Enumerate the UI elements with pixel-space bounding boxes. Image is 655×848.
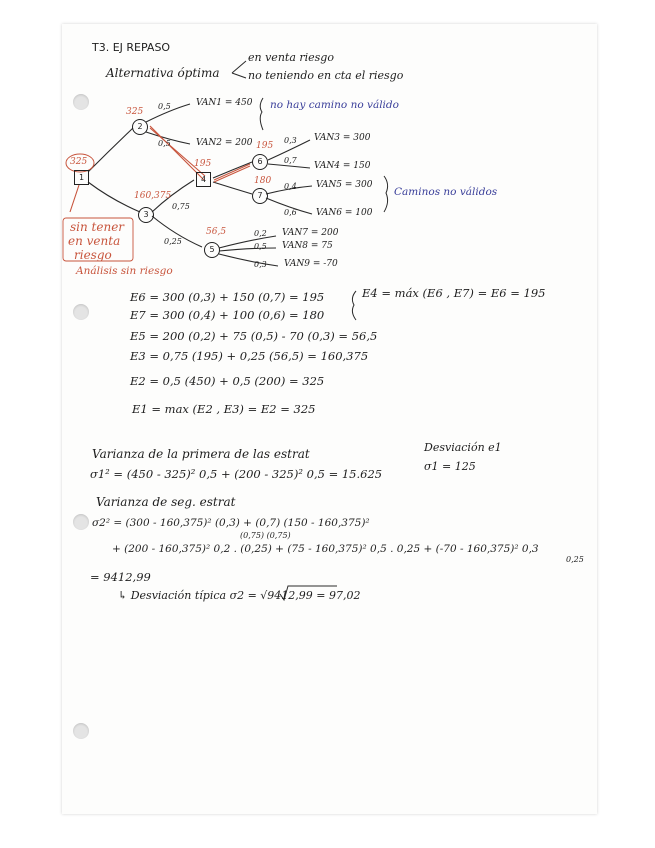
chance-node-7: 7 bbox=[252, 188, 268, 204]
outcome-van9: VAN9 = -70 bbox=[284, 259, 338, 269]
prob-2b: 0,5 bbox=[158, 139, 171, 148]
prob-7b: 0,6 bbox=[284, 208, 297, 217]
equation-e2: E2 = 0,5 (450) + 0,5 (200) = 325 bbox=[130, 374, 325, 388]
variance-2-line-2-sub: 0,25 bbox=[566, 555, 584, 564]
chance-node-6: 6 bbox=[252, 154, 268, 170]
red-note-line-2: en venta bbox=[68, 234, 121, 248]
prob-5b: 0,5 bbox=[254, 242, 267, 251]
equation-e6: E6 = 300 (0,3) + 150 (0,7) = 195 bbox=[130, 290, 325, 304]
chance-node-5: 5 bbox=[204, 242, 220, 258]
node-3-value: 160,375 bbox=[134, 191, 172, 201]
alternative-label: Alternativa óptima bbox=[106, 66, 220, 80]
outcome-van8: VAN8 = 75 bbox=[282, 241, 333, 251]
red-note-line-3: riesgo bbox=[74, 248, 112, 262]
prob-3a: 0,75 bbox=[172, 202, 190, 211]
prob-6b: 0,7 bbox=[284, 156, 297, 165]
equation-e5: E5 = 200 (0,2) + 75 (0,5) - 70 (0,3) = 56,5 bbox=[130, 329, 378, 343]
note-no-invalid-path: no hay camino no válido bbox=[270, 99, 399, 111]
deviation-1-title: Desviación e1 bbox=[424, 441, 502, 454]
node-2-value: 325 bbox=[126, 107, 144, 117]
node-1-value: 325 bbox=[70, 157, 88, 167]
outcome-van3: VAN3 = 300 bbox=[314, 133, 371, 143]
prob-3b: 0,25 bbox=[164, 237, 182, 246]
red-caption-analysis: Análisis sin riesgo bbox=[76, 265, 173, 277]
node-7-value: 180 bbox=[254, 176, 272, 186]
variance-2-line-1-sub: (0,75) (0,75) bbox=[240, 531, 291, 540]
outcome-van1: VAN1 = 450 bbox=[196, 98, 253, 108]
outcome-van5: VAN5 = 300 bbox=[316, 180, 373, 190]
decision-node-4: 4 bbox=[196, 172, 211, 187]
prob-6a: 0,3 bbox=[284, 136, 297, 145]
outcome-van2: VAN2 = 200 bbox=[196, 138, 253, 148]
alternative-option-1: en venta riesgo bbox=[248, 51, 334, 64]
equation-e7: E7 = 300 (0,4) + 100 (0,6) = 180 bbox=[130, 308, 325, 322]
variance-2-result: = 9412,99 bbox=[90, 570, 151, 584]
prob-5c: 0,3 bbox=[254, 260, 267, 269]
page-title: T3. EJ REPASO bbox=[92, 41, 171, 54]
node-5-value: 56,5 bbox=[206, 227, 227, 237]
node-4-value: 195 bbox=[194, 159, 212, 169]
equation-e4: E4 = máx (E6 , E7) = E6 = 195 bbox=[362, 286, 546, 300]
node-6-value: 195 bbox=[256, 141, 274, 151]
variance-2-line-2: + (200 - 160,375)² 0,2 . (0,25) + (75 - 160,375)² 0,5 . 0,25 + (-70 - 160,375)² 0,3 bbox=[112, 543, 539, 555]
equation-e1: E1 = max (E2 , E3) = E2 = 325 bbox=[132, 402, 316, 416]
red-note-line-1: sin tener bbox=[70, 220, 125, 234]
variance-2-line-1: σ2² = (300 - 160,375)² (0,3) + (0,7) (150 - 160,375)² bbox=[92, 517, 370, 529]
variance-2-title: Varianza de seg. estrat bbox=[96, 495, 236, 509]
deviation-1-value: σ1 = 125 bbox=[424, 460, 476, 473]
alternative-option-2: no teniendo en cta el riesgo bbox=[248, 69, 404, 82]
chance-node-2: 2 bbox=[132, 119, 148, 135]
chance-node-3: 3 bbox=[138, 207, 154, 223]
deviation-2: ↳ Desviación típica σ2 = √9412,99 = 97,02 bbox=[118, 589, 361, 602]
equation-e3: E3 = 0,75 (195) + 0,25 (56,5) = 160,375 bbox=[130, 349, 369, 363]
decision-node-1: 1 bbox=[74, 170, 89, 185]
variance-1-title: Varianza de la primera de las estrat bbox=[92, 447, 310, 461]
variance-1-formula: σ1² = (450 - 325)² 0,5 + (200 - 325)² 0,5 = 15.625 bbox=[90, 467, 383, 481]
prob-5a: 0,2 bbox=[254, 229, 267, 238]
prob-2a: 0,5 bbox=[158, 102, 171, 111]
prob-7a: 0,4 bbox=[284, 182, 297, 191]
outcome-van7: VAN7 = 200 bbox=[282, 228, 339, 238]
outcome-van4: VAN4 = 150 bbox=[314, 161, 371, 171]
note-invalid-paths: Caminos no válidos bbox=[394, 186, 498, 198]
outcome-van6: VAN6 = 100 bbox=[316, 208, 373, 218]
